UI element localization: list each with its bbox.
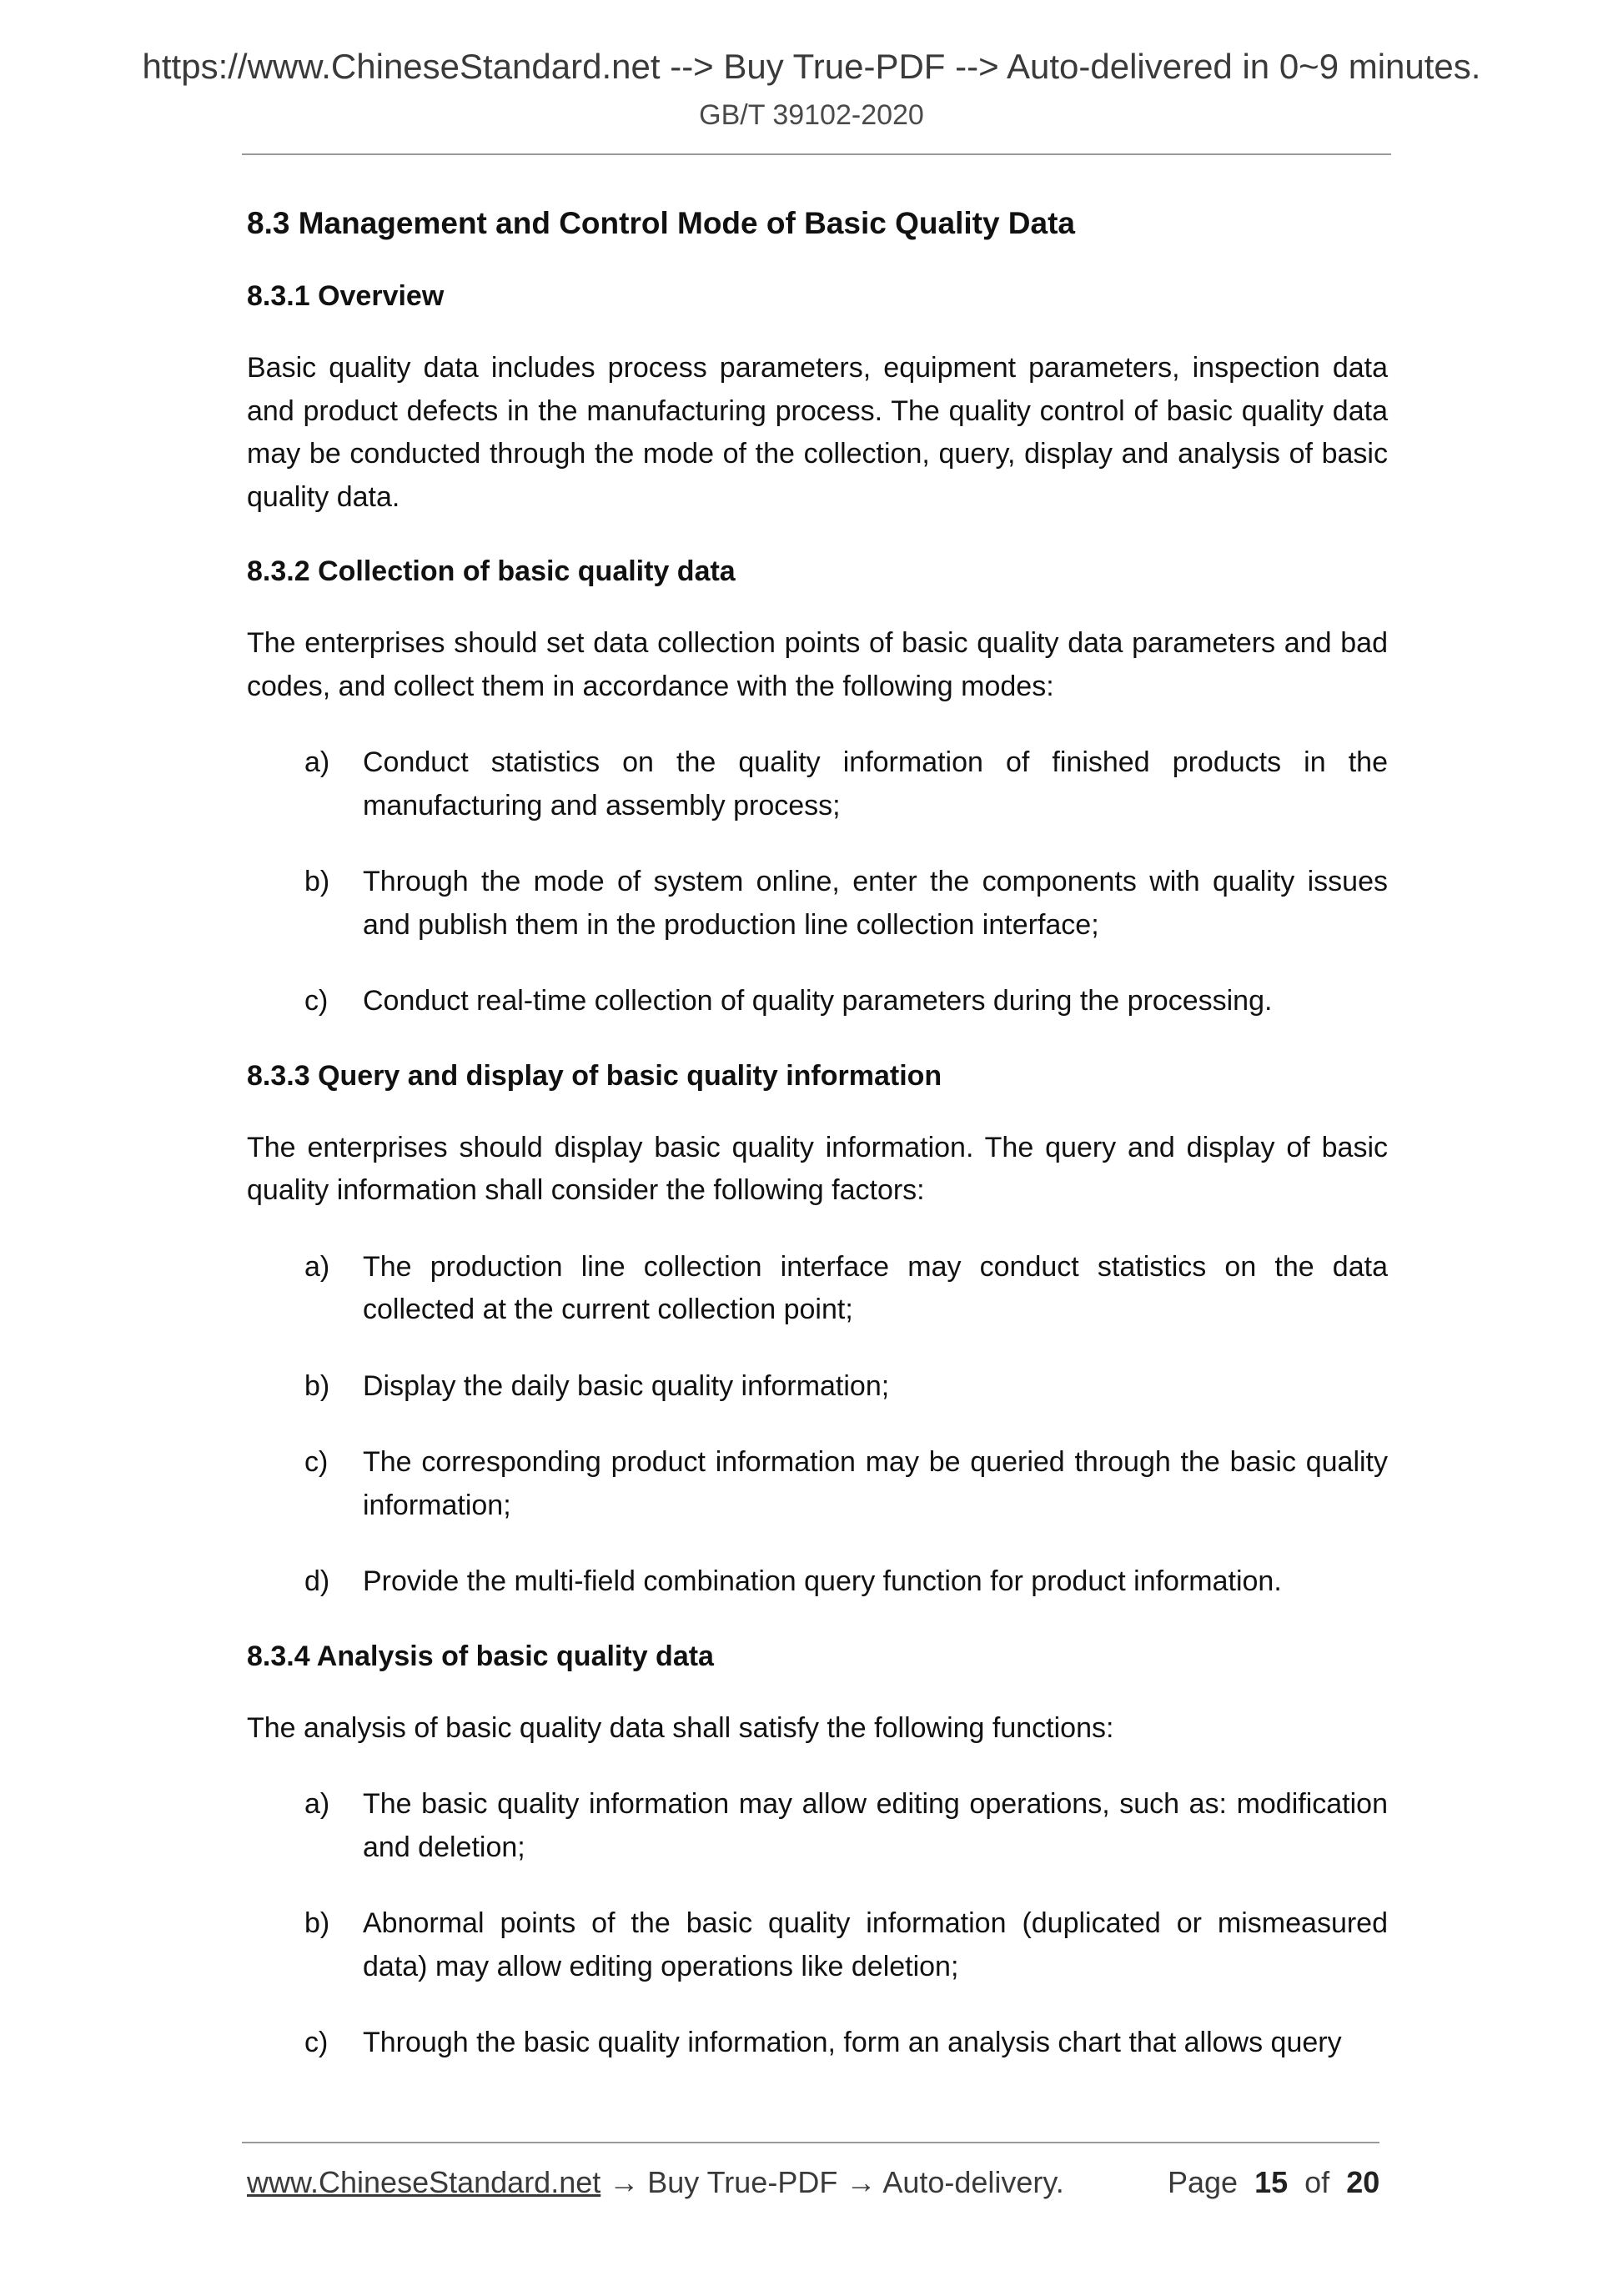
list-marker: b)	[304, 1907, 330, 1939]
section-heading: 8.3 Management and Control Mode of Basic Quality Data	[247, 206, 1076, 240]
query-paragraph: The enterprises should display basic quality information. The query and display of basic quality information shall consider the following factors:	[247, 1131, 1388, 1206]
list-item	[247, 2022, 1388, 2065]
analysis-paragraph: The analysis of basic quality data shall satisfy the following functions:	[247, 1711, 1114, 1744]
header-divider	[242, 153, 1391, 155]
list-item	[247, 980, 1388, 1023]
list-item-text: Conduct statistics on the quality information of finished products in the manufacturing and assembly process;	[363, 746, 1388, 821]
page-total: 20	[1346, 2165, 1380, 2199]
footer	[247, 2163, 1064, 2202]
list-item-text: The production line collection interface may conduct statistics on the data collected at the current collection point;	[363, 1250, 1388, 1325]
footer-tagline: → Buy True-PDF → Auto-delivery.	[600, 2165, 1064, 2199]
footer-link[interactable]: www.ChineseStandard.net	[247, 2165, 601, 2199]
list-item	[247, 1783, 1388, 1869]
overview-heading: 8.3.1 Overview	[247, 280, 445, 312]
list-marker: b)	[304, 866, 330, 897]
list-marker: a)	[304, 1250, 330, 1283]
standard-number: GB/T 39102-2020	[699, 99, 924, 131]
query-heading: 8.3.3 Query and display of basic quality information	[247, 1059, 942, 1092]
footer-divider	[242, 2142, 1379, 2143]
list-item-text: The basic quality information may allow editing operations, such as: modification and deletion;	[363, 1788, 1388, 1863]
list-item-text: The corresponding product information may be queried through the basic quality information;	[363, 1446, 1388, 1521]
list-item-text: Through the mode of system online, enter the components with quality issues and publish them in the production line collection interface;	[363, 866, 1388, 941]
list-marker: a)	[304, 746, 330, 778]
list-item	[247, 1246, 1388, 1332]
collection-paragraph: The enterprises should set data collection points of basic quality data parameters and bad codes, and collect them in accordance with the following modes:	[247, 627, 1388, 702]
list-item	[247, 1365, 1388, 1409]
list-item	[247, 1902, 1388, 1988]
list-item	[247, 1560, 1388, 1604]
list-marker: b)	[304, 1369, 330, 1402]
overview-paragraph: Basic quality data includes process parameters, equipment parameters, inspection data and product defects in the manufacturing process. The quality control of basic quality data may be conducted through the mode of the collection, query, display and analysis of basic quality data.	[247, 352, 1388, 513]
list-marker: c)	[304, 2027, 329, 2058]
of-word: of	[1304, 2165, 1330, 2199]
page-body	[247, 203, 1388, 2098]
list-marker: a)	[304, 1788, 330, 1820]
collection-heading: 8.3.2 Collection of basic quality data	[247, 555, 736, 587]
list-item-text: Conduct real-time collection of quality parameters during the processing.	[363, 985, 1273, 1017]
page-number	[1168, 2163, 1379, 2202]
list-marker: c)	[304, 1446, 329, 1478]
list-item	[247, 741, 1388, 827]
list-item	[247, 861, 1388, 947]
list-item-text: Abnormal points of the basic quality information (duplicated or mismeasured data) may allow editing operations like deletion;	[363, 1907, 1388, 1982]
list-item-text: Display the daily basic quality information;	[363, 1369, 890, 1402]
top-banner: https://www.ChineseStandard.net --> Buy True-PDF --> Auto-delivered in 0~9 minutes.	[142, 47, 1481, 86]
list-item-text: Provide the multi-field combination query function for product information.	[363, 1565, 1282, 1597]
list-marker: c)	[304, 985, 329, 1017]
list-item-text: Through the basic quality information, form an analysis chart that allows query	[363, 2027, 1342, 2058]
page-current: 15	[1254, 2165, 1289, 2199]
list-item	[247, 1441, 1388, 1527]
page-word: Page	[1168, 2165, 1239, 2199]
list-marker: d)	[304, 1565, 330, 1597]
analysis-heading: 8.3.4 Analysis of basic quality data	[247, 1640, 714, 1672]
